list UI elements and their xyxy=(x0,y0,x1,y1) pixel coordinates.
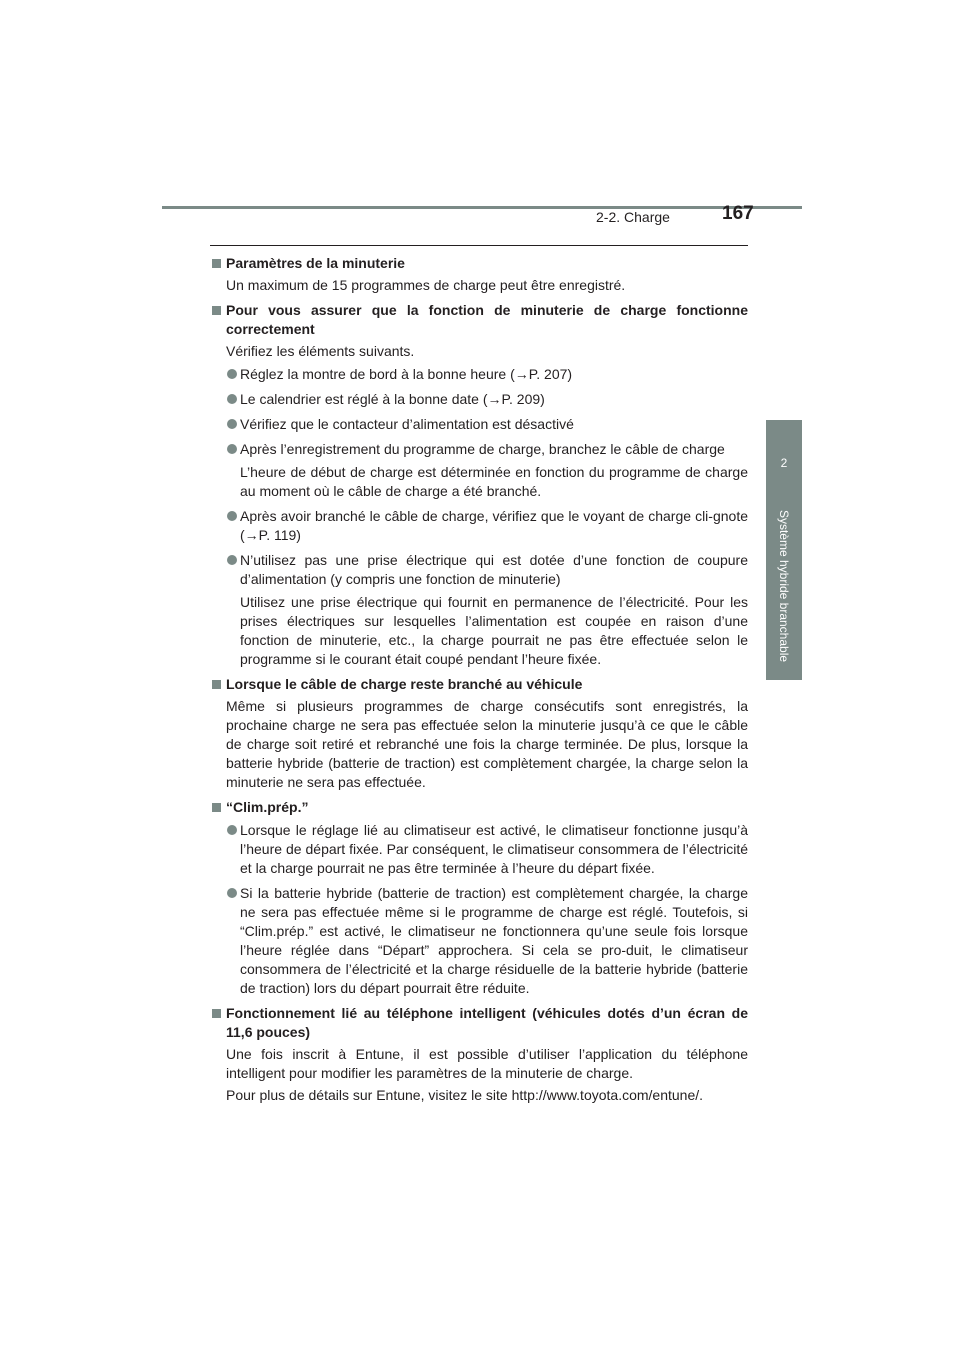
bullet-text: N’utilisez pas une prise électrique qui est dotée d’une fonction de coupure d’alimentation (y compris une fonction de minuterie) xyxy=(240,552,748,587)
bullet-item xyxy=(226,551,748,669)
paragraph: Un maximum de 15 programmes de charge peut être enregistré. xyxy=(226,277,626,293)
bullet-text: Lorsque le réglage lié au climatiseur est activé, le climatiseur fonctionne jusqu’à l’heure de départ fixée. Par conséquent, le climatiseur consommera de l’électricité et la charge pourrait ne pas être terminée à l’heure du départ fixée. xyxy=(240,822,748,876)
section-label: 2-2. Charge xyxy=(596,209,670,225)
section xyxy=(210,1004,748,1105)
section xyxy=(210,798,748,998)
section-body xyxy=(210,1045,748,1105)
page-number: 167 xyxy=(722,203,754,224)
section-title: “Clim.prép.” xyxy=(210,798,748,817)
section-title: Fonctionnement lié au téléphone intelligent (véhicules dotés d’un écran de 11,6 pouces) xyxy=(210,1004,748,1042)
bullet-item xyxy=(226,415,748,434)
bullet-note: Utilisez une prise électrique qui fournit en permanence de l’électricité. Pour les prises électriques sur lesquelles l’alimentation est coupée en raison d’une fonction de minuterie, etc., la charge pourrait ne pas être effectuée selon le programme si le courant était coupé pendant l’heure fixée. xyxy=(240,594,748,667)
bullet-item xyxy=(226,390,748,409)
section-title: Pour vous assurer que la fonction de minuterie de charge fonctionne correctement xyxy=(210,301,748,339)
section-title: Lorsque le câble de charge reste branché au véhicule xyxy=(210,675,748,694)
paragraph: Même si plusieurs programmes de charge consécutifs sont enregistrés, la prochaine charge ne sera pas effectuée selon la minuterie jusqu’à ce que le câble de charge soit retiré et rebranché une fois la charge terminée. De plus, lorsque la batterie hybride (batterie de traction) est complètement chargée, la charge selon la minuterie ne sera pas effectuée. xyxy=(226,698,748,790)
section-title: Paramètres de la minuterie xyxy=(210,254,748,273)
bullet-text: Vérifiez que le contacteur d’alimentation est désactivé xyxy=(240,416,574,432)
bullet-item xyxy=(226,821,748,878)
bullet-item xyxy=(226,884,748,998)
section xyxy=(210,301,748,669)
section-body xyxy=(210,276,748,295)
bullet-text: Le calendrier est réglé à la bonne date (→P. 209) xyxy=(240,391,545,407)
header-rule xyxy=(162,206,802,209)
bullet-item xyxy=(226,440,748,501)
bullet-text: Réglez la montre de bord à la bonne heure (→P. 207) xyxy=(240,366,573,382)
paragraph: Pour plus de détails sur Entune, visitez le site http://www.toyota.com/entune/. xyxy=(226,1087,704,1103)
bullet-item xyxy=(226,365,748,384)
bullet-note: L’heure de début de charge est déterminée en fonction du programme de charge au moment où le câble de charge a été branché. xyxy=(240,464,748,499)
bullet-text: Après avoir branché le câble de charge, vérifiez que le voyant de charge cli-gnote (→P. 119) xyxy=(240,508,748,543)
content-rule xyxy=(210,245,748,246)
bullet-item xyxy=(226,507,748,545)
section xyxy=(210,254,748,295)
paragraph: Une fois inscrit à Entune, il est possible d’utiliser l’application du téléphone intelligent pour modifier les paramètres de la minuterie de charge. xyxy=(226,1046,748,1081)
chapter-title: Système hybride branchable xyxy=(777,509,791,663)
section-body xyxy=(210,342,748,669)
chapter-side-tab[interactable] xyxy=(766,420,802,680)
paragraph: Vérifiez les éléments suivants. xyxy=(226,343,415,359)
page-content xyxy=(210,254,748,1111)
bullet-list xyxy=(226,365,748,669)
section xyxy=(210,675,748,792)
bullet-text: Après l’enregistrement du programme de charge, branchez le câble de charge xyxy=(240,441,725,457)
section-body xyxy=(210,821,748,998)
section-body xyxy=(210,697,748,792)
chapter-number: 2 xyxy=(780,456,788,470)
bullet-list xyxy=(226,821,748,998)
bullet-text: Si la batterie hybride (batterie de traction) est complètement chargée, la charge ne sera pas effectuée même si le programme de charge est réglé. Toutefois, si “Clim.prép.” est activé, le climatiseur ne fonctionnera qu’une seule fois lorsque l’heure réglée dans “Départ” approchera. Si cela se pro-duit, le climatiseur consommera de l’électricité et la charge résiduelle de la batterie hybride (batterie de traction) lors du départ pourrait être réduite. xyxy=(240,885,748,996)
